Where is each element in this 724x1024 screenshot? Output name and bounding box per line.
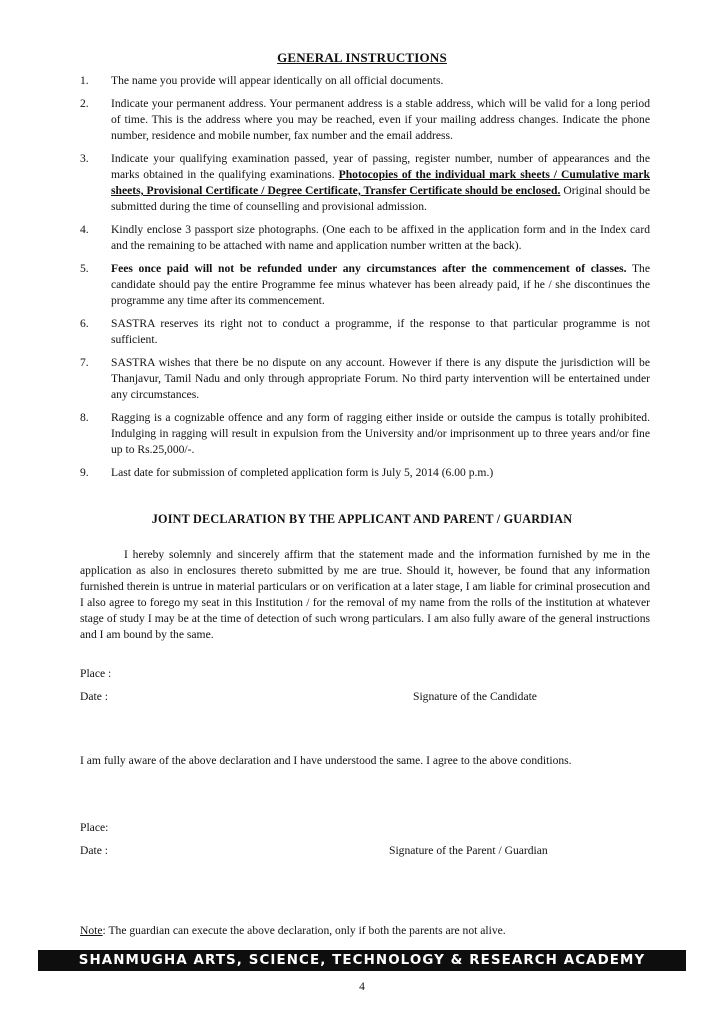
institution-banner: SHANMUGHA ARTS, SCIENCE, TECHNOLOGY & RESEARCH ACADEMY — [38, 950, 686, 971]
instruction-text: Original should be submitted during the time of counselling and provisional admission. — [111, 184, 650, 213]
instruction-item — [80, 355, 650, 403]
instruction-item — [80, 261, 650, 309]
note-text: : The guardian can execute the above declaration, only if both the parents are not alive. — [102, 924, 506, 937]
instruction-emphasis: Photocopies of the individual mark sheets / Cumulative mark sheets, Provisional Certificate / Degree Certificate, Transfer Certificate should be enclosed. — [111, 168, 650, 197]
instruction-text: Kindly enclose 3 passport size photographs. (One each to be affixed in the application form and in the Index card and the remaining to be attached with name and application number written at the back). — [111, 223, 650, 252]
note-label: Note — [80, 924, 103, 937]
page-title: GENERAL INSTRUCTIONS — [277, 50, 447, 65]
candidate-place-label: Place : — [80, 667, 112, 680]
instruction-text: The candidate should pay the entire Programme fee minus whatever has been already paid, if he / she discontinues the programme any time after its commencement. — [111, 262, 651, 307]
instruction-item — [80, 73, 650, 89]
parent-place-label: Place: — [80, 821, 109, 834]
parent-signature-label: Signature of the Parent / Guardian — [389, 844, 548, 857]
instruction-item — [80, 465, 650, 481]
parent-statement: I am fully aware of the above declaration and I have understood the same. I agree to the above conditions. — [80, 754, 572, 767]
instruction-number: 5. — [80, 262, 89, 275]
candidate-signature-label: Signature of the Candidate — [413, 690, 537, 703]
instruction-number: 2. — [80, 97, 89, 110]
declaration-body: I hereby solemnly and sincerely affirm that the statement made and the information furnished by me in the application as also in enclosures thereto submitted by me are true. Should it, however, be found that any information furnished therein is untrue in material particulars or on verification at a later stage, I am liable for criminal prosecution and I also agree to forego my seat in this Institution / for the removal of my name from the rolls of the institution at whatever stage of study I may be at the time of detection of such wrong particulars. I am also fully aware of the general instructions and I am bound by the same. — [80, 548, 650, 641]
instruction-item — [80, 222, 650, 254]
instruction-number: 7. — [80, 356, 89, 369]
instruction-number: 3. — [80, 152, 89, 165]
instruction-number: 8. — [80, 411, 89, 424]
instruction-text: Last date for submission of completed application form is July 5, 2014 (6.00 p.m.) — [111, 466, 494, 479]
instruction-item — [80, 96, 650, 144]
instruction-text: SASTRA reserves its right not to conduct a programme, if the response to that particular programme is not sufficient. — [111, 317, 650, 346]
page-number: 4 — [359, 980, 365, 993]
instruction-item — [80, 316, 650, 348]
instruction-item — [80, 151, 650, 215]
instruction-item — [80, 410, 650, 458]
instruction-emphasis: Fees once paid will not be refunded under any circumstances after the commencement of classes. — [111, 262, 627, 275]
instruction-number: 1. — [80, 74, 89, 87]
instruction-text: The name you provide will appear identically on all official documents. — [111, 74, 444, 87]
instruction-number: 6. — [80, 317, 89, 330]
instruction-number: 9. — [80, 466, 89, 479]
parent-date-label: Date : — [80, 844, 109, 857]
instruction-number: 4. — [80, 223, 89, 236]
instruction-text: Indicate your qualifying examination passed, year of passing, register number, number of appearances and the marks obtained in the qualifying examinations. — [111, 152, 650, 181]
instruction-text: Indicate your permanent address. Your permanent address is a stable address, which will be valid for a long period of time. This is the address where you may be reached, even if your mailing address changes. Indicate the phone number, residence and mobile number, fax number and the email address. — [111, 97, 650, 142]
guardian-note — [80, 923, 660, 939]
instruction-text: SASTRA wishes that there be no dispute on any account. However if there is any dispute the jurisdiction will be Thanjavur, Tamil Nadu and only through appropriate Forum. No third party intervention will be entertained under any circumstances. — [111, 356, 650, 401]
declaration-title: JOINT DECLARATION BY THE APPLICANT AND PARENT / GUARDIAN — [151, 512, 573, 526]
instructions-list — [80, 73, 650, 488]
instruction-text: Ragging is a cognizable offence and any form of ragging either inside or outside the campus is totally prohibited. Indulging in ragging will result in expulsion from the University and/or imprisonment up to three years and/or fine up to Rs.25,000/-. — [111, 411, 650, 456]
candidate-date-label: Date : — [80, 690, 109, 703]
